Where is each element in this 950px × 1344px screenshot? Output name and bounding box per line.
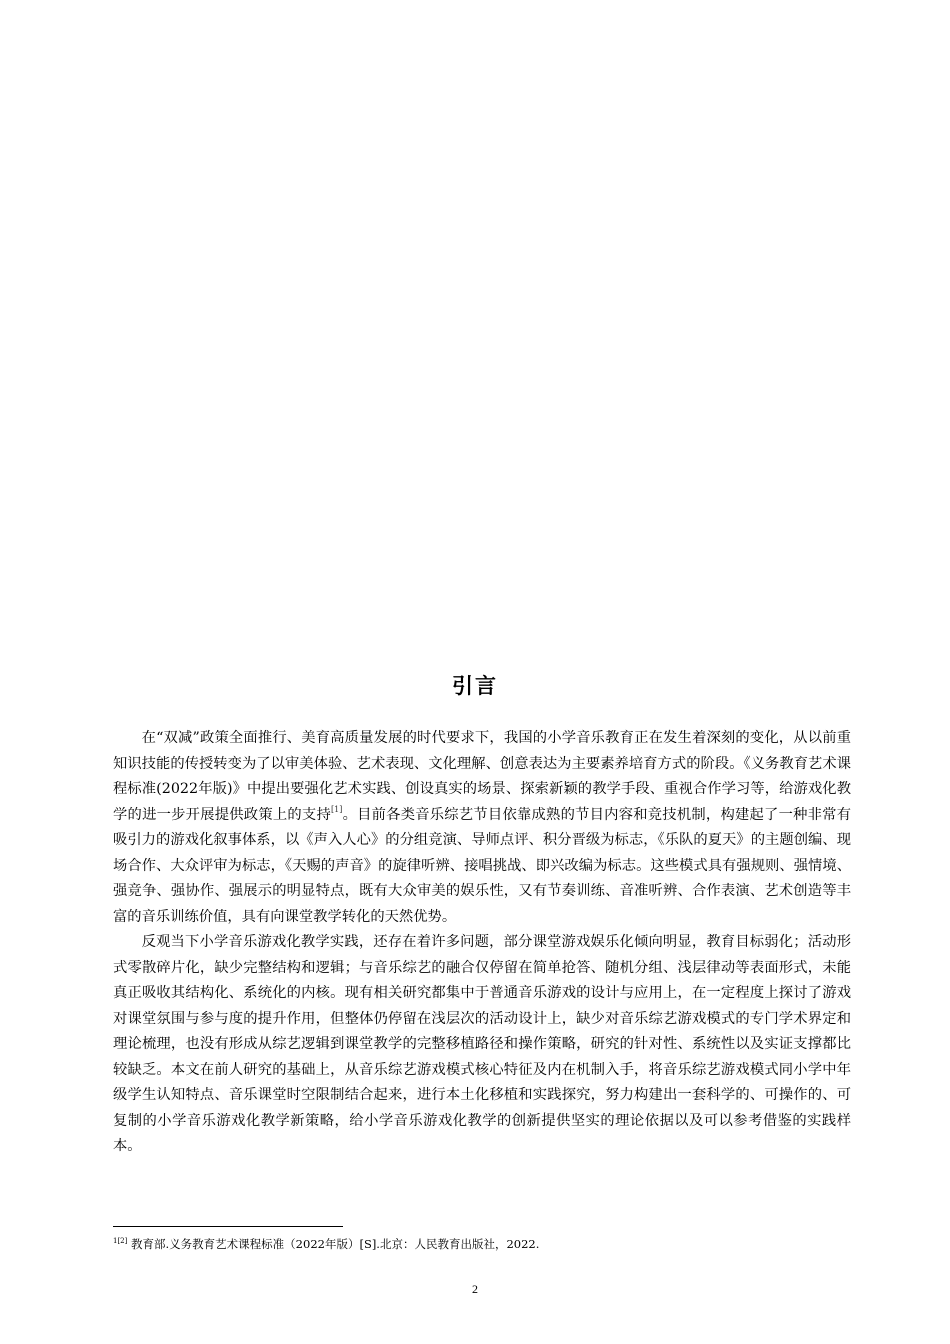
paragraph-1-text: 在“双减”政策全面推行、美育高质量发展的时代要求下，我国的小学音乐教育正在发生着深刻的变化，从以前重知识技能的传授转变为了以审美体验、艺术表现、文化理解、创意表达为主要素养培育方式的阶段。《义务教育艺术课程标准(2022年版)》中提出要强化艺术实践、创设真实的场景、探索新颖的教学手段、重视合作学习等，给游戏化教学的进一步开展提供政策上的支持 xyxy=(113,730,851,823)
paragraph-1-continued: 。目前各类音乐综艺节目依靠成熟的节目内容和竞技机制，构建起了一种非常有吸引力的游戏化叙事体系，以《声入人心》的分组竞演、导师点评、积分晋级为标志，《乐队的夏天》的主题创编、现场合作、大众评审为标志，《天赐的声音》的旋律听辨、接唱挑战、即兴改编为标志。这些模式具有强规则、强情境、强竞争、强协作、强展示的明显特点，既有大众审美的娱乐性，又有节奏训练、音准听辨、合作表演、艺术创造等丰富的音乐训练价值，具有向课堂教学转化的天然优势。 xyxy=(113,806,851,925)
body-text xyxy=(113,726,851,1160)
footnote-separator xyxy=(113,1226,343,1227)
footnote xyxy=(113,1235,851,1253)
section-title: 引言 xyxy=(452,674,498,698)
citation-reference[interactable]: [1] xyxy=(331,804,343,814)
paragraph-2: 反观当下小学音乐游戏化教学实践，还存在着许多问题，部分课堂游戏娱乐化倾向明显，教育目标弱化；活动形式零散碎片化，缺少完整结构和逻辑；与音乐综艺的融合仅停留在简单抢答、随机分组、浅层律动等表面形式，未能真正吸收其结构化、系统化的内核。现有相关研究都集中于普通音乐游戏的设计与应用上，在一定程度上探讨了游戏对课堂氛围与参与度的提升作用，但整体仍停留在浅层次的活动设计上，缺少对音乐综艺游戏模式的专门学术界定和理论梳理，也没有形成从综艺逻辑到课堂教学的完整移植路径和操作策略，研究的针对性、系统性以及实证支撑都比较缺乏。本文在前人研究的基础上，从音乐综艺游戏模式核心特征及内在机制入手，将音乐综艺游戏模式同小学中年级学生认知特点、音乐课堂时空限制结合起来，进行本土化移植和实践探究，努力构建出一套科学的、可操作的、可复制的小学音乐游戏化教学新策略，给小学音乐游戏化教学的创新提供坚实的理论依据以及可以参考借鉴的实践样本。 xyxy=(113,934,851,1154)
page-number: 2 xyxy=(472,1282,478,1296)
paragraph-1 xyxy=(113,726,851,930)
footnote-text: 教育部.义务教育艺术课程标准（2022年版）[S].北京：人民教育出版社，2022. xyxy=(131,1237,540,1251)
footnote-marker: 1[2] xyxy=(113,1237,128,1245)
